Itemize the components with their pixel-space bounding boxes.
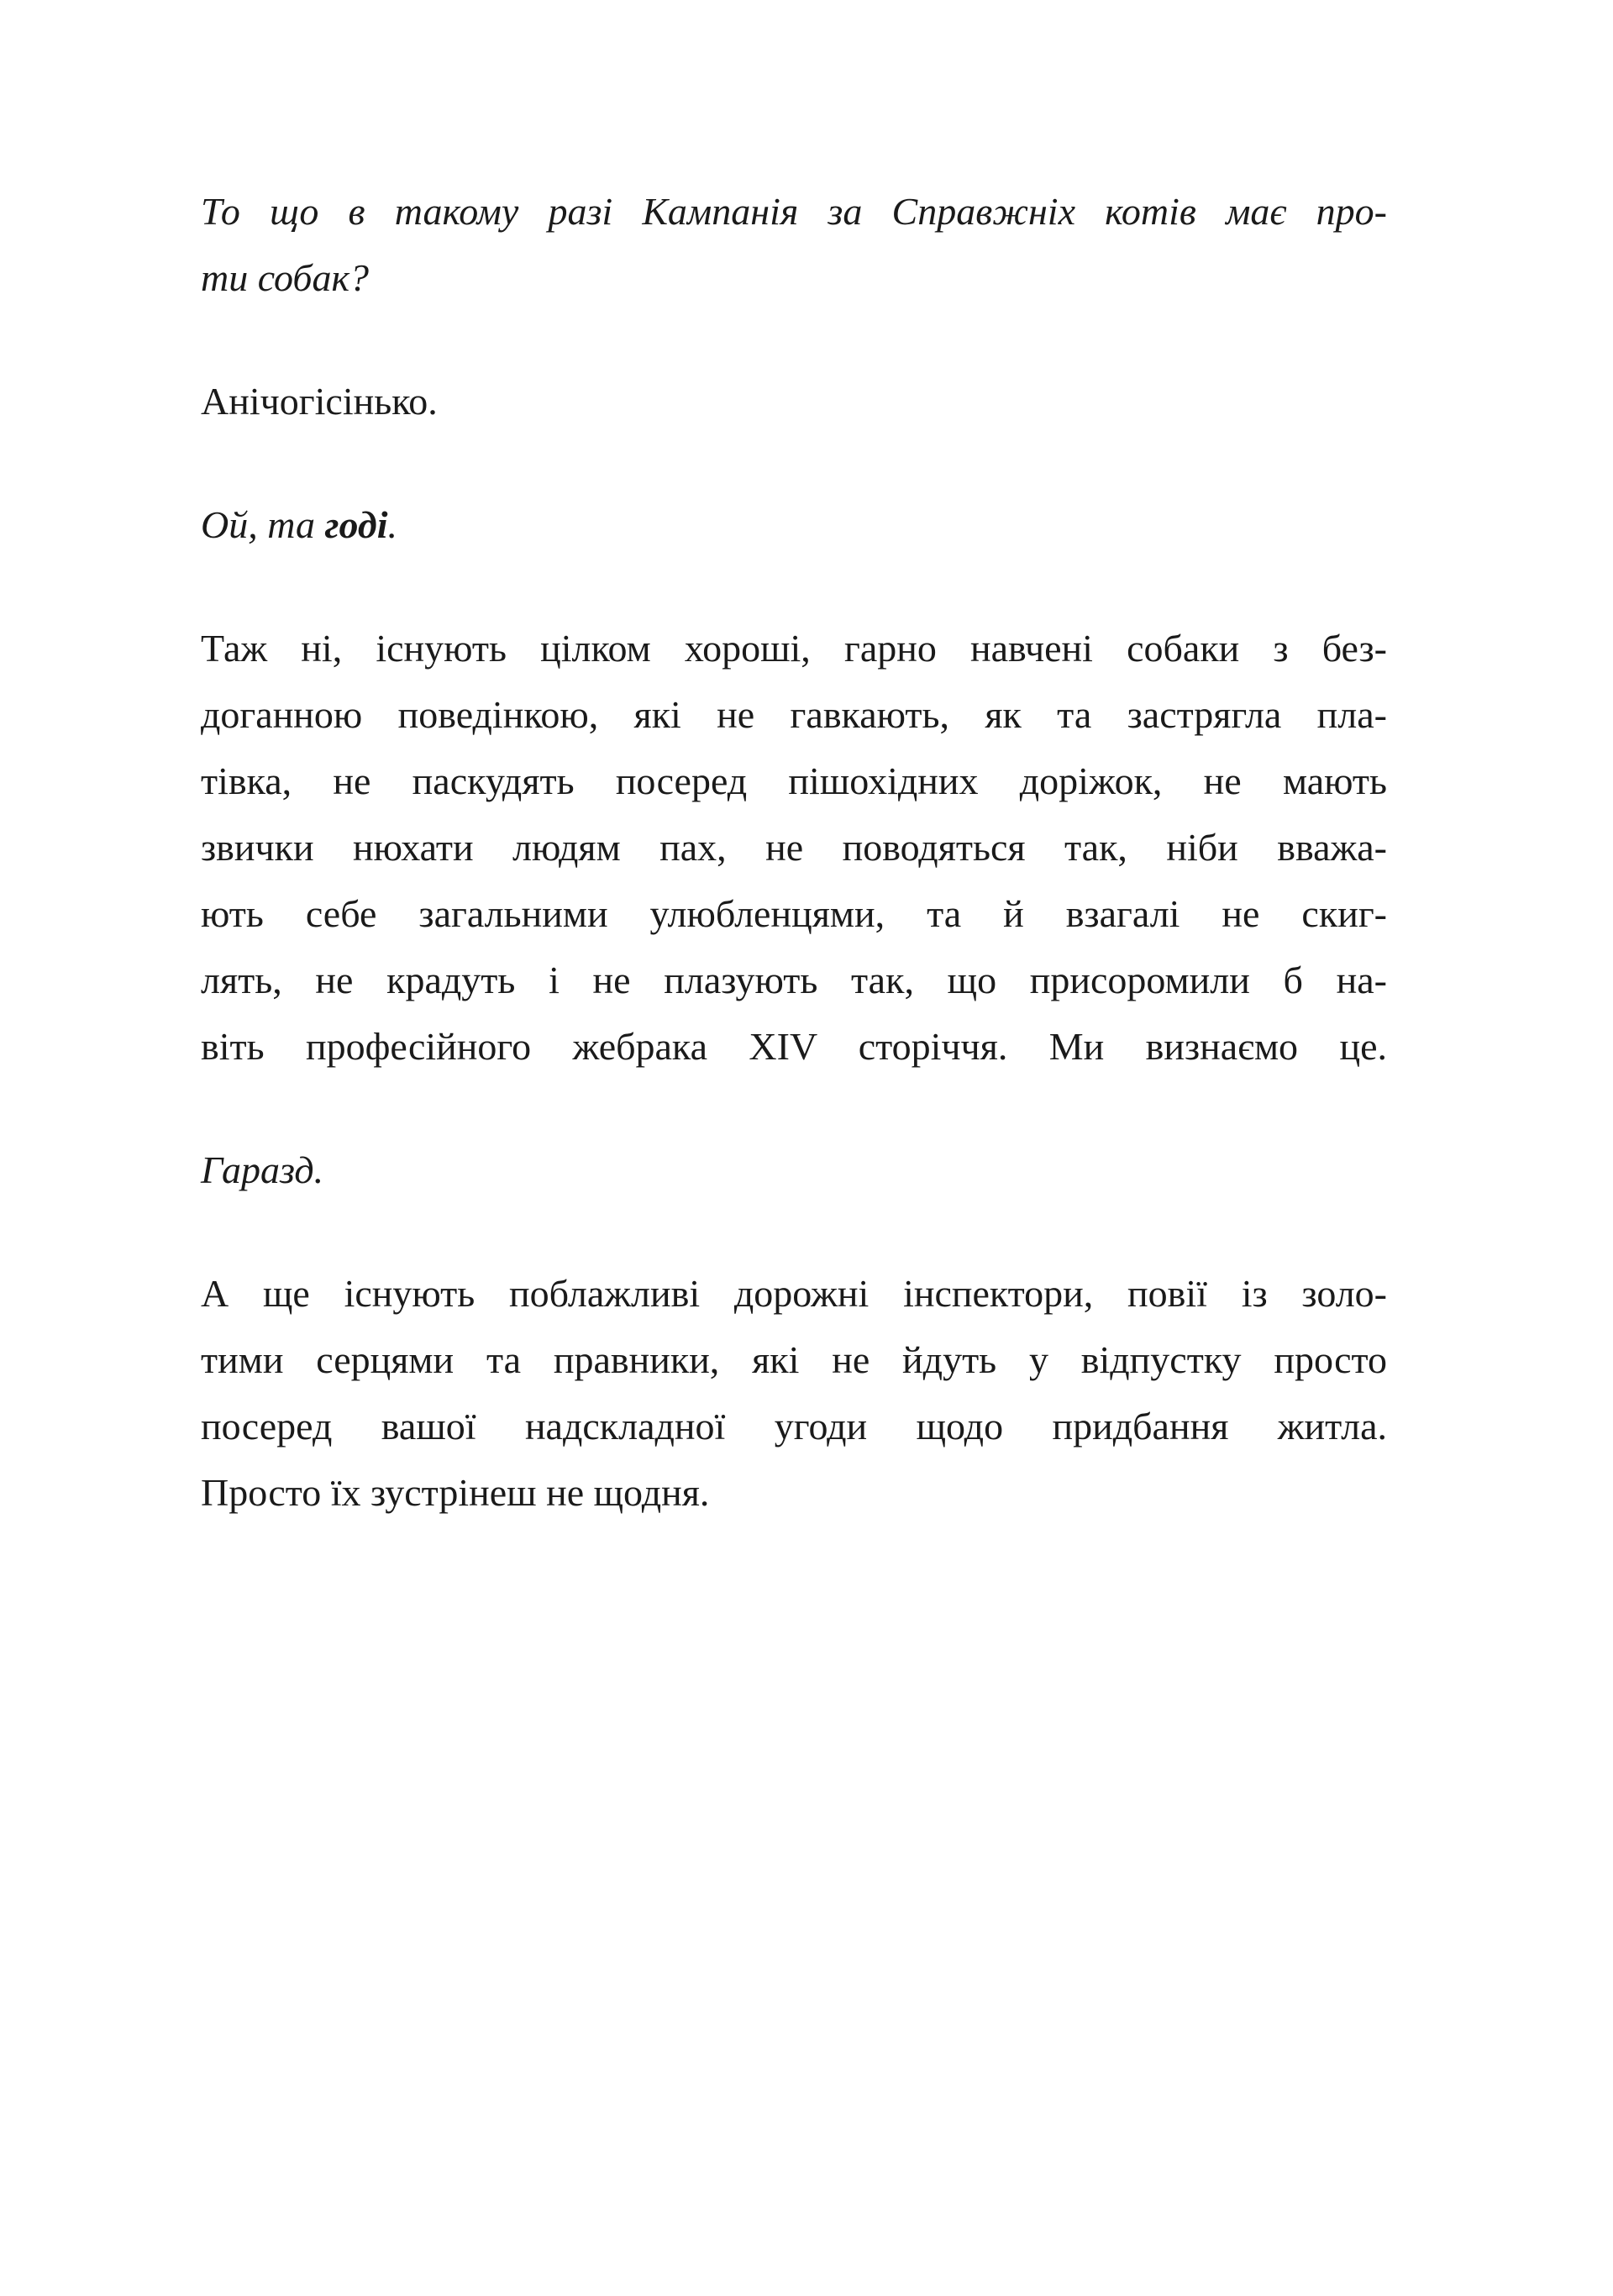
text-line: тівка, не паскудять посеред пішохідних доріжок, не мають bbox=[201, 759, 1387, 802]
emphasis-text: годі bbox=[324, 503, 388, 546]
text-line: ти собак? bbox=[201, 256, 370, 299]
reply-paragraph bbox=[201, 1137, 1387, 1203]
retort-paragraph bbox=[201, 491, 1387, 558]
text-line: Просто їх зустрінеш не щодня. bbox=[201, 1471, 710, 1514]
text-line: тими серцями та правники, які не йдуть у відпустку просто bbox=[201, 1338, 1387, 1381]
answer-paragraph bbox=[201, 368, 1387, 434]
text-run: . bbox=[387, 503, 397, 546]
body-paragraph bbox=[201, 1260, 1387, 1526]
text-line: Анічогісінько. bbox=[201, 380, 438, 423]
book-page bbox=[201, 178, 1387, 1583]
text-line bbox=[201, 491, 1387, 558]
text-line: доганною поведінкою, які не гавкають, як та застрягла пла- bbox=[201, 693, 1387, 736]
body-paragraph bbox=[201, 615, 1387, 1080]
text-line: А ще існують поблажливі дорожні інспектори, повії із золо- bbox=[201, 1272, 1387, 1315]
text-line: Гаразд. bbox=[201, 1148, 324, 1191]
text-line: звички нюхати людям пах, не поводяться так, ніби вважа- bbox=[201, 826, 1387, 869]
text-line: лять, не крадуть і не плазують так, що присоромили б на- bbox=[201, 959, 1387, 1001]
text-line: ють себе загальними улюбленцями, та й взагалі не скиг- bbox=[201, 892, 1387, 935]
question-paragraph bbox=[201, 178, 1387, 311]
text-run: Ой, та bbox=[201, 503, 325, 546]
text-line: віть професійного жебрака XIV сторіччя. Ми визнаємо це. bbox=[201, 1025, 1387, 1068]
text-line: То що в такому разі Кампанія за Справжніх котів має про- bbox=[201, 190, 1387, 233]
text-line: посеред вашої надскладної угоди щодо придбання житла. bbox=[201, 1405, 1387, 1447]
text-line: Таж ні, існують цілком хороші, гарно навчені собаки з без- bbox=[201, 627, 1387, 670]
